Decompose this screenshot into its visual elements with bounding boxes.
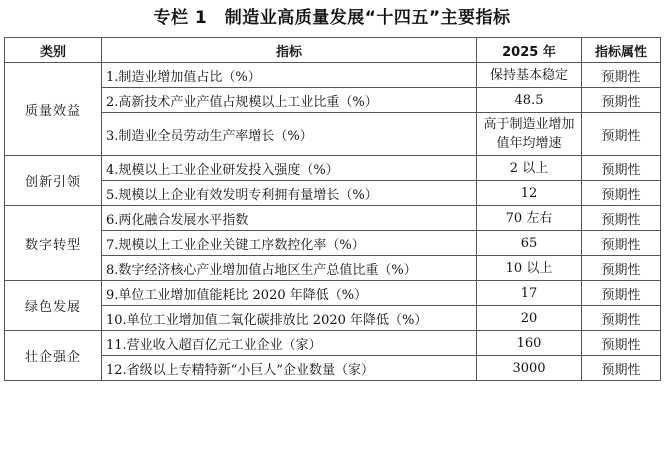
attribute-cell: 预期性 — [582, 156, 661, 181]
table-row — [5, 63, 661, 88]
value-cell: 70 左右 — [477, 206, 582, 231]
indicator-cell: 10.单位工业增加值二氧化碳排放比 2020 年降低（%） — [102, 306, 477, 331]
attribute-cell: 预期性 — [582, 206, 661, 231]
attribute-cell: 预期性 — [582, 356, 661, 381]
table-row — [5, 231, 661, 256]
value-cell: 3000 — [477, 356, 582, 381]
value-cell: 20 — [477, 306, 582, 331]
attribute-cell: 预期性 — [582, 306, 661, 331]
indicator-cell: 1.制造业增加值占比（%） — [102, 63, 477, 88]
indicator-cell: 5.规模以上企业有效发明专利拥有量增长（%） — [102, 181, 477, 206]
value-cell: 48.5 — [477, 88, 582, 113]
table-row — [5, 281, 661, 306]
indicator-cell: 3.制造业全员劳动生产率增长（%） — [102, 113, 477, 156]
category-cell: 创新引领 — [5, 156, 102, 206]
category-cell: 质量效益 — [5, 63, 102, 156]
category-cell: 绿色发展 — [5, 281, 102, 331]
header-year: 2025 年 — [477, 38, 582, 63]
table-row — [5, 88, 661, 113]
table-row — [5, 113, 661, 156]
header-category: 类别 — [5, 38, 102, 63]
indicator-cell: 11.营业收入超百亿元工业企业（家） — [102, 331, 477, 356]
table-row — [5, 206, 661, 231]
table-row — [5, 356, 661, 381]
attribute-cell: 预期性 — [582, 256, 661, 281]
header-attribute: 指标属性 — [582, 38, 661, 63]
header-row — [5, 38, 661, 63]
indicator-cell: 9.单位工业增加值能耗比 2020 年降低（%） — [102, 281, 477, 306]
category-cell: 数字转型 — [5, 206, 102, 281]
value-cell: 17 — [477, 281, 582, 306]
attribute-cell: 预期性 — [582, 113, 661, 156]
attribute-cell: 预期性 — [582, 231, 661, 256]
value-cell: 160 — [477, 331, 582, 356]
indicators-table — [4, 37, 661, 381]
value-cell: 2 以上 — [477, 156, 582, 181]
indicator-cell: 6.两化融合发展水平指数 — [102, 206, 477, 231]
value-cell: 10 以上 — [477, 256, 582, 281]
table-row — [5, 306, 661, 331]
indicator-cell: 4.规模以上工业企业研发投入强度（%） — [102, 156, 477, 181]
value-cell: 65 — [477, 231, 582, 256]
value-cell: 12 — [477, 181, 582, 206]
table-row — [5, 156, 661, 181]
indicator-cell: 8.数字经济核心产业增加值占地区生产总值比重（%） — [102, 256, 477, 281]
value-cell: 高于制造业增加值年均增速 — [477, 113, 582, 156]
indicator-cell: 7.规模以上工业企业关键工序数控化率（%） — [102, 231, 477, 256]
attribute-cell: 预期性 — [582, 181, 661, 206]
attribute-cell: 预期性 — [582, 281, 661, 306]
attribute-cell: 预期性 — [582, 331, 661, 356]
attribute-cell: 预期性 — [582, 88, 661, 113]
header-indicator: 指标 — [102, 38, 477, 63]
table-row — [5, 331, 661, 356]
indicator-cell: 2.高新技术产业产值占规模以上工业比重（%） — [102, 88, 477, 113]
indicator-cell: 12.省级以上专精特新“小巨人”企业数量（家） — [102, 356, 477, 381]
table-row — [5, 256, 661, 281]
table-row — [5, 181, 661, 206]
attribute-cell: 预期性 — [582, 63, 661, 88]
category-cell: 壮企强企 — [5, 331, 102, 381]
value-cell: 保持基本稳定 — [477, 63, 582, 88]
table-title: 专栏 1 制造业高质量发展“十四五”主要指标 — [153, 8, 511, 28]
